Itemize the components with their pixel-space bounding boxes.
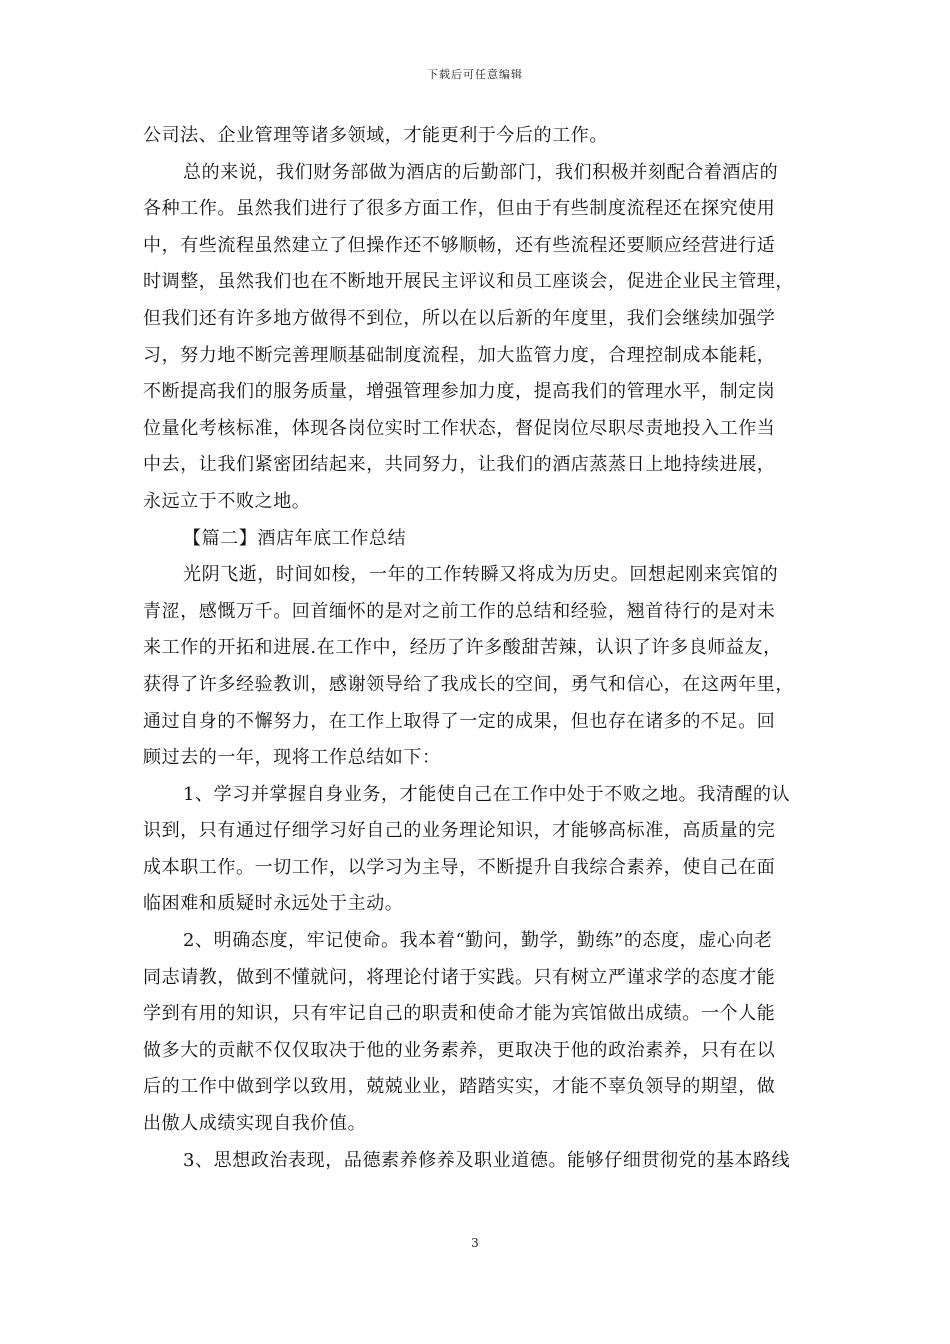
paragraph-line: 不断提高我们的服务质量，增强管理参加力度，提高我们的管理水平，制定岗 xyxy=(143,381,776,403)
paragraph-line: 临困难和质疑时永远处于主动。 xyxy=(143,893,404,915)
paragraph-line: 中，有些流程虽然建立了但操作还不够顺畅，还有些流程还要顺应经营进行适 xyxy=(143,234,776,256)
paragraph-line: 识到，只有通过仔细学习好自己的业务理论知识，才能够高标准，高质量的完 xyxy=(143,820,776,842)
paragraph-first-line: 总的来说，我们财务部做为酒店的后勤部门，我们积极并刻配合着酒店的 xyxy=(183,161,779,183)
paragraph-line: 各种工作。虽然我们进行了很多方面工作，但由于有些制度流程还在探究使用 xyxy=(143,198,776,220)
paragraph-line: 通过自身的不懈努力，在工作上取得了一定的成果，但也存在诸多的不足。回 xyxy=(143,710,776,732)
paragraph-first-line: 1、学习并掌握自身业务，才能使自己在工作中处于不败之地。我清醒的认 xyxy=(183,783,791,805)
paragraph-line: 成本职工作。一切工作，以学习为主导，不断提升自我综合素养，使自己在面 xyxy=(143,856,776,878)
paragraph-line: 中去，让我们紧密团结起来，共同努力，让我们的酒店蒸蒸日上地持续进展， xyxy=(143,454,776,476)
paragraph-first-line: 【篇二】酒店年底工作总结 xyxy=(183,527,407,549)
paragraph-line: 青涩，感慨万千。回首缅怀的是对之前工作的总结和经验，翘首待行的是对未 xyxy=(143,600,776,622)
document-body xyxy=(143,118,815,1179)
paragraph-line: 获得了许多经验教训，感谢领导给了我成长的空间，勇气和信心，在这两年里， xyxy=(143,673,794,695)
page-number: 3 xyxy=(471,1236,479,1250)
paragraph-line: 学到有用的知识，只有牢记自己的职责和使命才能为宾馆做出成绩。一个人能 xyxy=(143,1003,776,1025)
paragraph-line: 后的工作中做到学以致用，兢兢业业，踏踏实实，才能不辜负领导的期望，做 xyxy=(143,1076,776,1098)
paragraph-line: 出傲人成绩实现自我价值。 xyxy=(143,1113,367,1135)
paragraph-line: 顾过去的一年，现将工作总结如下： xyxy=(143,747,441,769)
paragraph-line: 习，努力地不断完善理顺基础制度流程，加大监管力度，合理控制成本能耗， xyxy=(143,344,776,366)
paragraph-line: 做多大的贡献不仅仅取决于他的业务素养，更取决于他的政治素养，只有在以 xyxy=(143,1039,776,1061)
paragraph-line: 公司法、企业管理等诸多领域，才能更利于今后的工作。 xyxy=(143,125,608,146)
paragraph-line: 来工作的开拓和进展.在工作中，经历了许多酸甜苦辣，认识了许多良师益友， xyxy=(143,637,782,659)
paragraph-line: 但我们还有许多地方做得不到位，所以在以后新的年度里，我们会继续加强学 xyxy=(143,307,776,329)
paragraph-line: 同志请教，做到不懂就问，将理论付诸于实践。只有树立严谨求学的态度才能 xyxy=(143,966,776,988)
paragraph-first-line: 2、明确态度，牢记使命。我本着“勤问，勤学，勤练”的态度，虚心向老 xyxy=(183,930,773,952)
paragraph-line: 时调整，虽然我们也在不断地开展民主评议和员工座谈会，促进企业民主管理， xyxy=(143,271,794,293)
paragraph-first-line: 光阴飞逝，时间如梭，一年的工作转瞬又将成为历史。回想起刚来宾馆的 xyxy=(183,564,779,586)
paragraph-first-line: 3、思想政治表现，品德素养修养及职业道德。能够仔细贯彻党的基本路线 xyxy=(183,1149,791,1171)
paragraph-line: 永远立于不败之地。 xyxy=(143,490,311,512)
paragraph-line: 位量化考核标准，体现各岗位实时工作状态，督促岗位尽职尽责地投入工作当 xyxy=(143,417,776,439)
page-header: 下载后可任意编辑 xyxy=(427,68,523,81)
